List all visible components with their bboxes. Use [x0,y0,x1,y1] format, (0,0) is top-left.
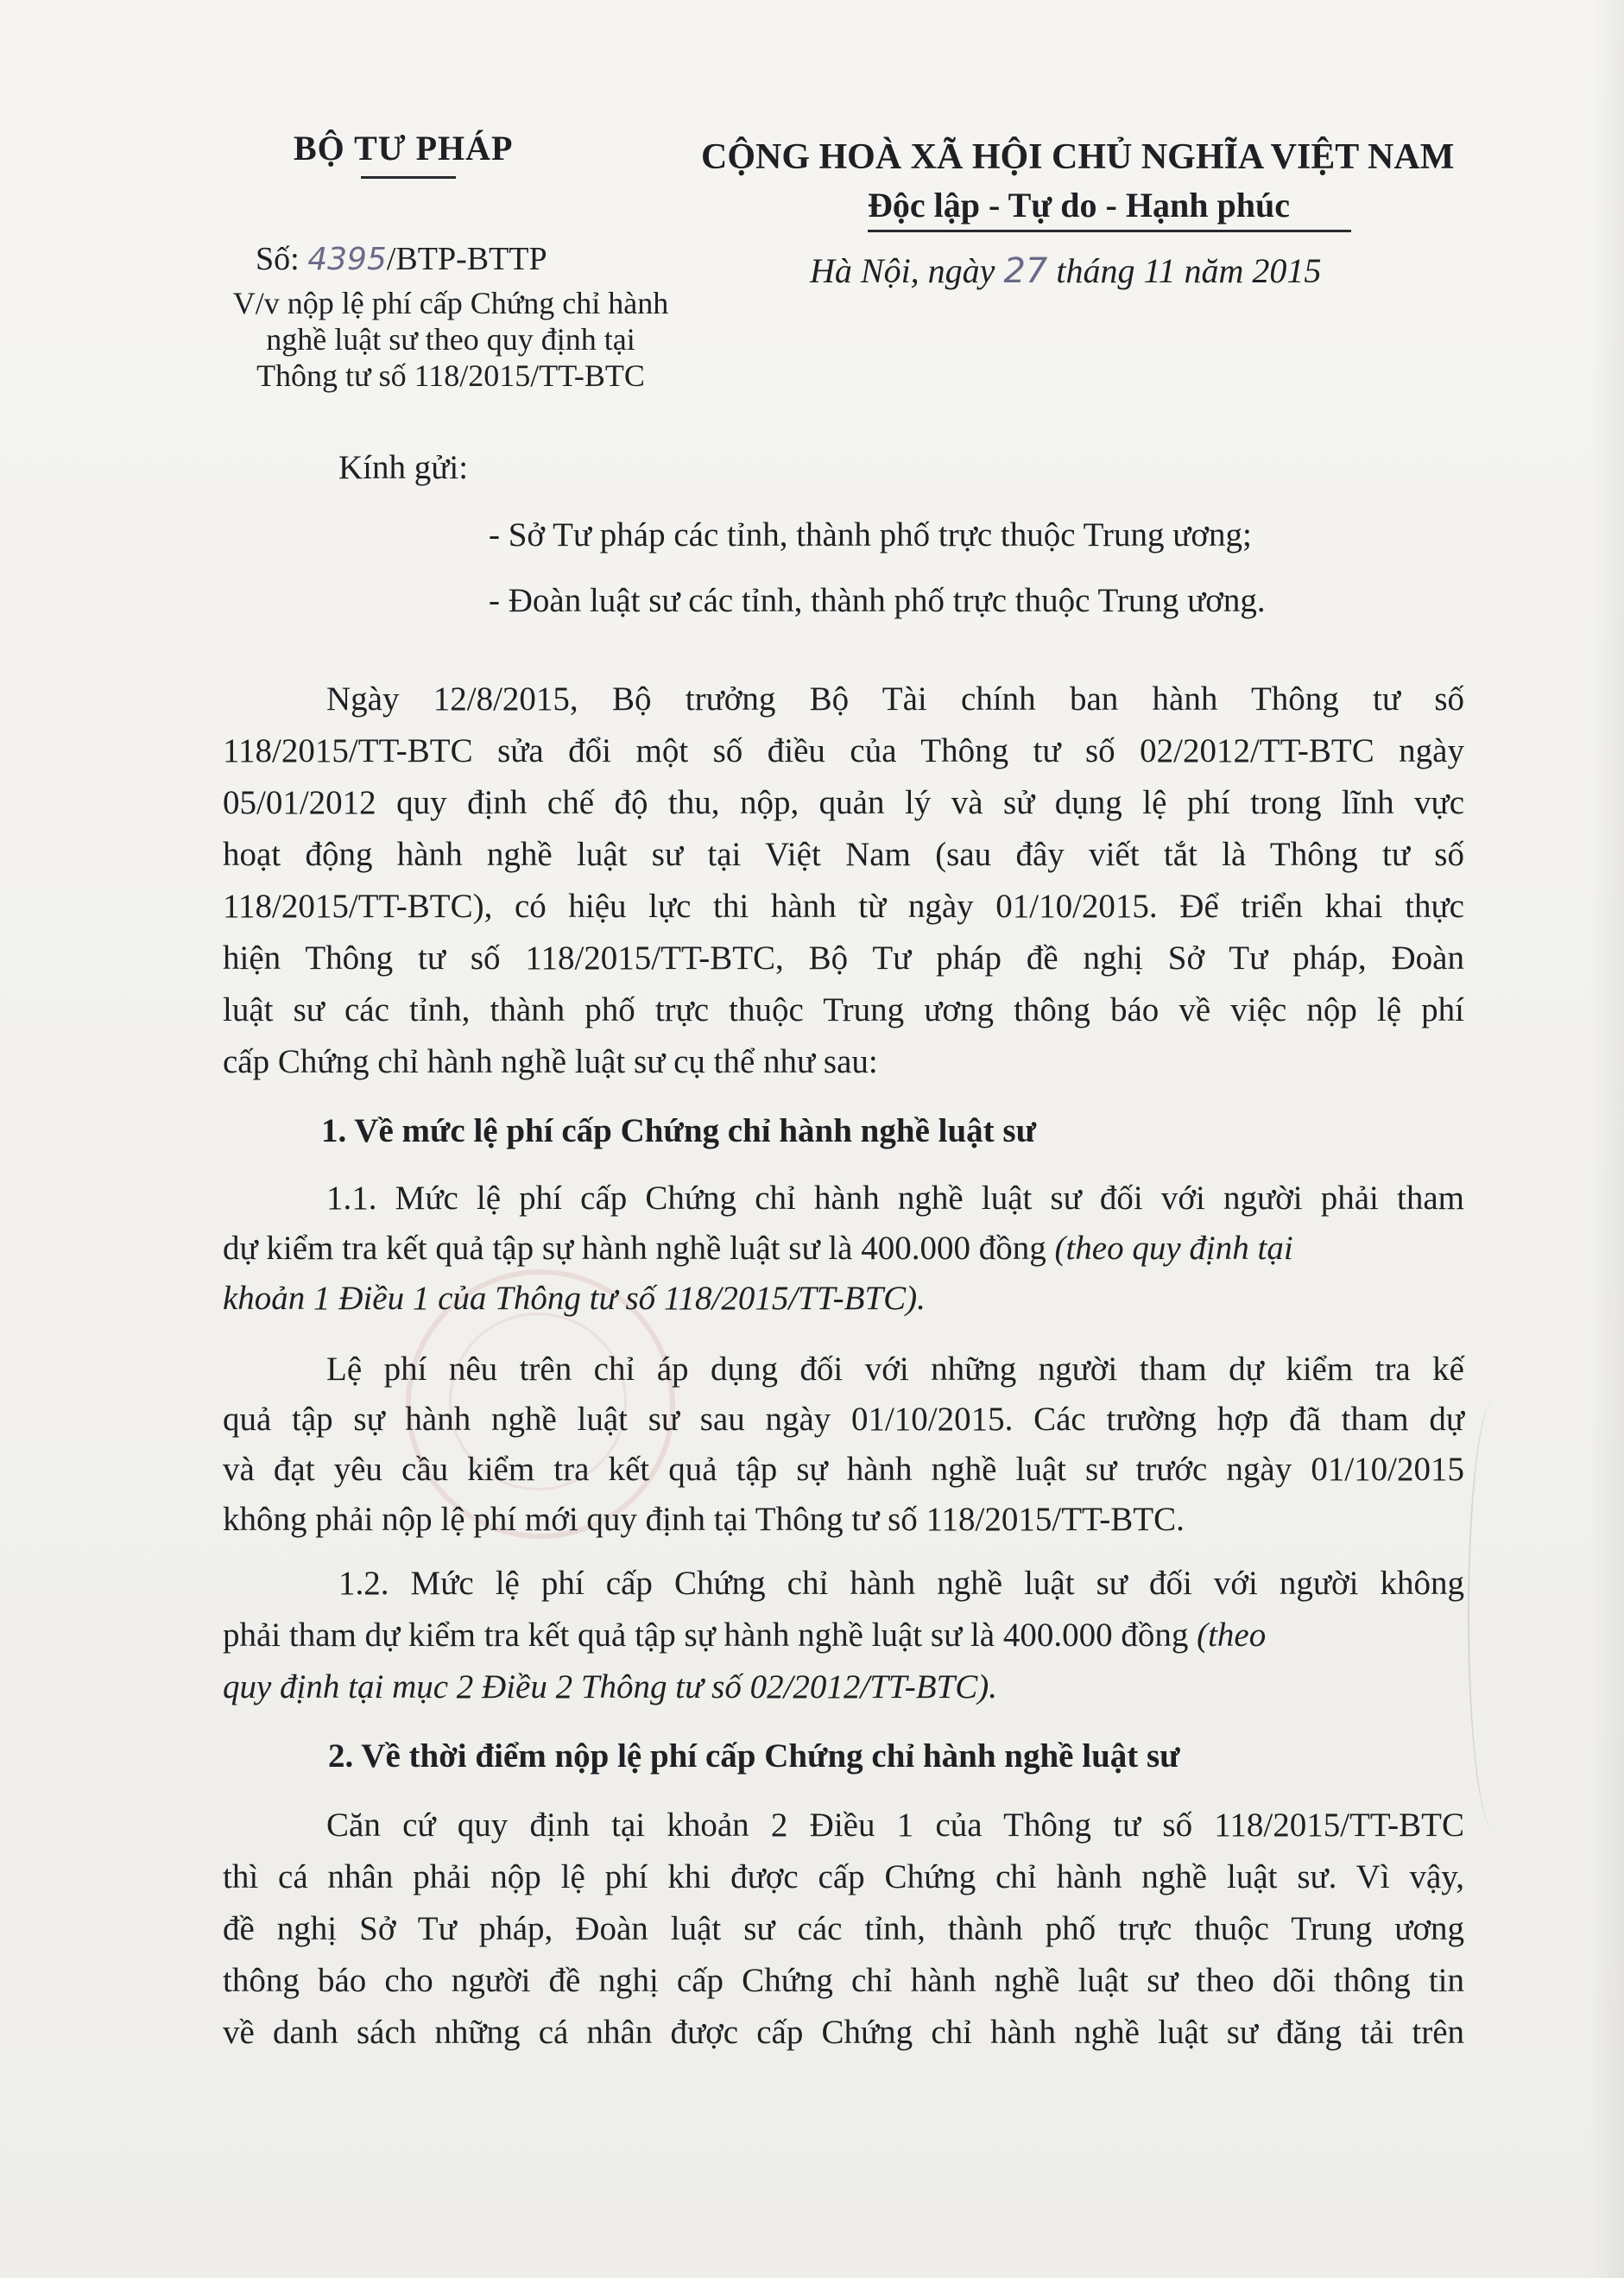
s11-note-line-3: và đạt yêu cầu kiểm tra kết quả tập sự hành nghề luật sư trước ngày 01/10/2015 [223,1451,1464,1488]
intro-line-1: Ngày 12/8/2015, Bộ trưởng Bộ Tài chính ban hành Thông tư số [326,680,1464,718]
s11-line-1: 1.1. Mức lệ phí cấp Chứng chỉ hành nghề luật sư đối với người phải tham [326,1180,1464,1217]
day-handwritten: 27 [1003,251,1048,291]
section-1-heading: 1. Về mức lệ phí cấp Chứng chỉ hành nghề luật sư [321,1112,1036,1149]
paper-edge-shadow [1589,0,1624,2278]
s12-line-2 [223,1611,1266,1660]
s11-line-2-italic: (theo quy định tại [1054,1230,1293,1267]
subject-line-2: nghề luật sư theo quy định tại [266,322,635,357]
section-2-heading: 2. Về thời điểm nộp lệ phí cấp Chứng chỉ hành nghề luật sư [328,1737,1180,1775]
docno-handwritten: 4395 [307,242,387,277]
s2-line-2: thì cá nhân phải nộp lệ phí khi được cấp Chứng chỉ hành nghề luật sư. Vì vậy, [223,1858,1464,1895]
s2-line-3: đề nghị Sở Tư pháp, Đoàn luật sư các tỉnh, thành phố trực thuộc Trung ương [223,1910,1464,1947]
place-suffix: tháng 11 năm 2015 [1047,251,1322,290]
motto-underline [868,230,1351,232]
docno-prefix: Số: [256,241,308,277]
recipient-2: - Đoàn luật sư các tỉnh, thành phố trực thuộc Trung ương. [489,582,1266,619]
s2-line-1: Căn cứ quy định tại khoản 2 Điều 1 của Thông tư số 118/2015/TT-BTC [326,1807,1464,1844]
intro-line-4: hoạt động hành nghề luật sư tại Việt Nam (sau đây viết tắt là Thông tư số [223,836,1464,873]
salutation: Kính gửi: [338,449,469,486]
s11-note-line-2: quả tập sự hành nghề luật sư sau ngày 01/10/2015. Các trường hợp đã tham dự [223,1401,1464,1438]
place-prefix: Hà Nội, ngày [810,251,1004,290]
intro-line-5: 118/2015/TT-BTC), có hiệu lực thi hành từ ngày 01/10/2015. Để triển khai thực [223,888,1464,925]
national-title: CỘNG HOÀ XÃ HỘI CHỦ NGHĨA VIỆT NAM [701,137,1455,177]
place-date [810,250,1321,291]
s12-line-1: 1.2. Mức lệ phí cấp Chứng chỉ hành nghề luật sư đối với người không [338,1565,1464,1602]
s12-line-3: quy định tại mục 2 Điều 2 Thông tư số 02/2012/TT-BTC). [223,1668,997,1705]
intro-line-8: cấp Chứng chỉ hành nghề luật sư cụ thể như sau: [223,1043,878,1080]
intro-line-3: 05/01/2012 quy định chế độ thu, nộp, quản lý và sử dụng lệ phí trong lĩnh vực [223,784,1464,821]
document-number [256,240,547,278]
s2-line-4: thông báo cho người đề nghị cấp Chứng chỉ hành nghề luật sư theo dõi thông tin [223,1962,1464,1999]
s11-note-line-1: Lệ phí nêu trên chỉ áp dụng đối với những người tham dự kiểm tra kế [326,1351,1464,1388]
s11-note-line-4: không phải nộp lệ phí mới quy định tại Thông tư số 118/2015/TT-BTC. [223,1501,1185,1538]
s2-line-5: về danh sách những cá nhân được cấp Chứng chỉ hành nghề luật sư đăng tải trên [223,2014,1464,2051]
s11-line-3: khoản 1 Điều 1 của Thông tư số 118/2015/TT-BTC). [223,1280,926,1317]
docno-suffix: /BTP-BTTP [386,241,547,277]
recipient-1: - Sở Tư pháp các tỉnh, thành phố trực thuộc Trung ương; [489,516,1252,554]
subject-line-1: V/v nộp lệ phí cấp Chứng chỉ hành [232,286,669,320]
s11-line-2-plain: dự kiểm tra kết quả tập sự hành nghề luật sư là 400.000 đồng [223,1230,1055,1267]
paper-crease [1468,1399,1521,1831]
ministry-name: BỘ TƯ PHÁP [294,129,514,168]
subject-line-3: Thông tư số 118/2015/TT-BTC [256,358,645,393]
intro-line-2: 118/2015/TT-BTC sửa đổi một số điều của Thông tư số 02/2012/TT-BTC ngày [223,732,1464,769]
intro-line-6: hiện Thông tư số 118/2015/TT-BTC, Bộ Tư pháp đề nghị Sở Tư pháp, Đoàn [223,940,1464,977]
national-motto: Độc lập - Tự do - Hạnh phúc [868,186,1290,225]
ministry-underline [361,176,456,179]
intro-line-7: luật sư các tỉnh, thành phố trực thuộc Trung ương thông báo về việc nộp lệ phí [223,991,1464,1028]
s12-line-2-plain: phải tham dự kiểm tra kết quả tập sự hành nghề luật sư là 400.000 đồng [223,1617,1197,1654]
s12-line-2-italic: (theo [1197,1617,1267,1654]
s11-line-2 [223,1224,1293,1273]
